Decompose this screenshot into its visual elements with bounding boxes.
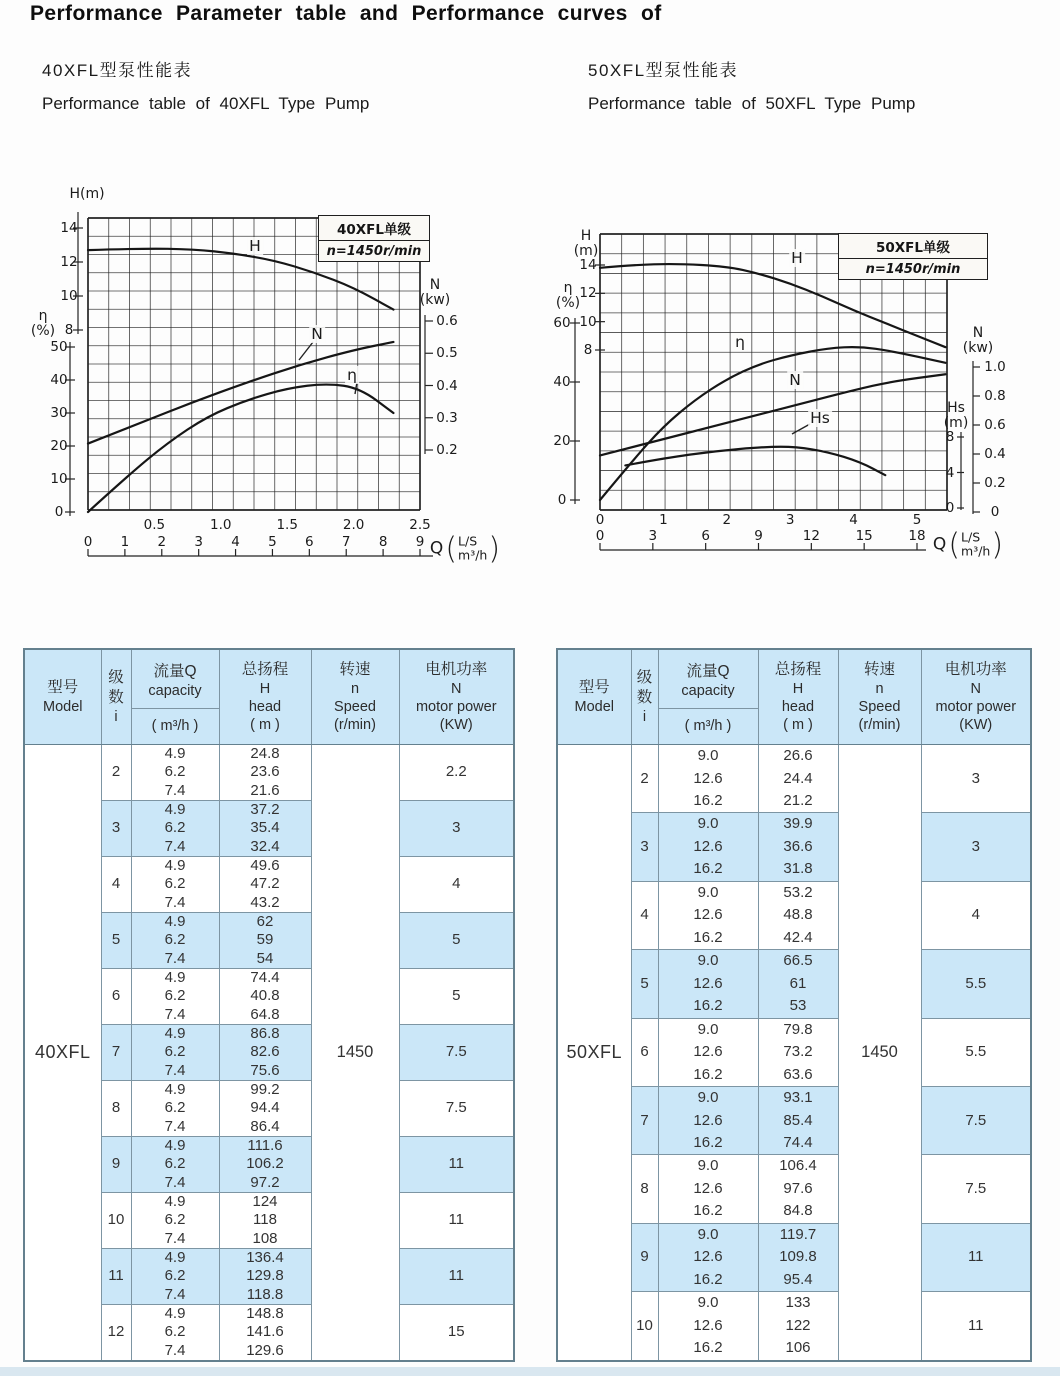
motor-power-cell: 3 — [921, 813, 1031, 881]
motor-power-cell: 11 — [399, 1248, 514, 1304]
x-ls-tick-label: 4 — [849, 512, 858, 528]
head-value-cell: 106.4 — [758, 1155, 838, 1178]
stage-count-cell: 9 — [631, 1223, 658, 1291]
head-value-cell: 31.8 — [758, 858, 838, 881]
motor-power-cell: 4 — [921, 881, 1031, 949]
stage-count-cell: 5 — [101, 912, 131, 968]
capacity-value-cell: 16.2 — [658, 927, 758, 950]
stage-count-cell: 3 — [101, 800, 131, 856]
x-m3h-tick-label: 9 — [754, 528, 763, 544]
x-ls-tick-label: 2 — [722, 512, 732, 528]
head-value-cell: 84.8 — [758, 1200, 838, 1223]
capacity-value-cell: 7.4 — [131, 1118, 219, 1137]
x-ls-tick-label: 2.0 — [342, 517, 365, 533]
capacity-value-cell: 9.0 — [658, 881, 758, 904]
capacity-value-cell: 6.2 — [131, 1267, 219, 1285]
head-value-cell: 93.1 — [758, 1086, 838, 1109]
head-value-cell: 23.6 — [219, 763, 311, 781]
head-value-cell: 53 — [758, 995, 838, 1018]
capacity-value-cell: 4.9 — [131, 968, 219, 987]
header-head: 总扬程 H head ( m ) — [219, 649, 311, 745]
capacity-value-cell: 4.9 — [131, 1304, 219, 1323]
x-ls-tick-label: 0 — [595, 512, 605, 528]
capacity-value-cell: 9.0 — [658, 1155, 758, 1178]
motor-power-cell: 11 — [399, 1136, 514, 1192]
head-value-cell: 86.8 — [219, 1024, 311, 1043]
stage-count-cell: 10 — [631, 1292, 658, 1361]
x-m3h-tick-label: 1 — [120, 534, 130, 550]
x-ls-tick-label: 1 — [659, 512, 668, 528]
capacity-value-cell: 6.2 — [131, 1043, 219, 1061]
capacity-value-cell: 6.2 — [131, 819, 219, 837]
motor-power-cell: 7.5 — [399, 1024, 514, 1080]
header-speed: 转速 n Speed (r/min) — [311, 649, 399, 745]
H-axis-tick-label: 12 — [60, 254, 78, 270]
header-power: 电机功率 N motor power (KW) — [399, 649, 514, 745]
motor-power-cell: 11 — [921, 1223, 1031, 1291]
capacity-value-cell: 4.9 — [131, 1080, 219, 1099]
series-label-H: H — [791, 249, 803, 267]
x-m3h-tick-label: 6 — [701, 528, 710, 544]
header-stage: 级 数 i — [631, 649, 658, 745]
Hs-axis-tick-label: 4 — [945, 464, 955, 481]
performance-table-40xfl — [23, 648, 515, 1362]
x-ls-tick-label: 0.5 — [143, 517, 166, 533]
head-value-cell: 59 — [219, 931, 311, 949]
head-value-cell: 111.6 — [219, 1136, 311, 1155]
capacity-value-cell: 4.9 — [131, 800, 219, 819]
x-m3h-tick-label: 12 — [802, 528, 820, 544]
x-m3h-tick-label: 15 — [855, 528, 873, 544]
head-value-cell: 36.6 — [758, 836, 838, 858]
motor-power-cell: 3 — [921, 745, 1031, 813]
header-model: 型号 Model — [24, 649, 101, 745]
N-axis-title: (kw) — [419, 292, 451, 308]
chart-speed-label: n=1450r/min — [326, 244, 422, 259]
head-value-cell: 62 — [219, 912, 311, 931]
head-value-cell: 39.9 — [758, 813, 838, 836]
capacity-value-cell: 12.6 — [658, 1178, 758, 1200]
capacity-value-cell: 16.2 — [658, 1269, 758, 1292]
capacity-value-cell: 9.0 — [658, 1018, 758, 1041]
header-capacity: 流量Q capacity ( m³/h ) — [658, 649, 758, 745]
N-axis-tick-label: 0.4 — [436, 377, 458, 394]
motor-power-cell: 5 — [399, 912, 514, 968]
head-value-cell: 124 — [219, 1192, 311, 1211]
x-ls-tick-label: 3 — [785, 512, 795, 528]
N-axis-tick-label: 0.2 — [436, 442, 458, 458]
motor-power-cell: 4 — [399, 856, 514, 912]
capacity-value-cell: 6.2 — [131, 1099, 219, 1117]
eta-axis-tick-label: 10 — [50, 471, 68, 487]
capacity-value-cell: 4.9 — [131, 856, 219, 875]
head-value-cell: 63.6 — [758, 1063, 838, 1086]
x-axis-q-label: Q ( L/S m³/h ) — [429, 531, 501, 567]
capacity-value-cell: 7.4 — [131, 782, 219, 801]
H-axis-title: (m) — [573, 243, 599, 259]
H-axis-tick-label: 8 — [64, 322, 74, 338]
x-m3h-tick-label: 8 — [378, 534, 388, 550]
head-value-cell: 37.2 — [219, 800, 311, 819]
section-title-40xfl — [42, 56, 369, 114]
stage-count-cell: 7 — [631, 1086, 658, 1154]
x-ls-tick-label: 2.5 — [409, 517, 431, 533]
capacity-value-cell: 12.6 — [658, 768, 758, 790]
head-value-cell: 122 — [758, 1315, 838, 1337]
capacity-value-cell: 7.4 — [131, 1342, 219, 1362]
capacity-value-cell: 7.4 — [131, 950, 219, 969]
head-value-cell: 21.6 — [219, 782, 311, 801]
head-value-cell: 94.4 — [219, 1099, 311, 1117]
head-value-cell: 99.2 — [219, 1080, 311, 1099]
eta-axis-tick-label: 20 — [553, 433, 571, 449]
head-value-cell: 61 — [758, 973, 838, 995]
x-m3h-tick-label: 3 — [194, 534, 203, 550]
motor-power-cell: 5.5 — [921, 950, 1031, 1018]
head-value-cell: 133 — [758, 1292, 838, 1315]
capacity-value-cell: 16.2 — [658, 790, 758, 813]
x-m3h-tick-label: 9 — [415, 534, 425, 550]
series-eta — [88, 385, 393, 512]
table-row — [557, 745, 1031, 768]
x-m3h-tick-label: 0 — [83, 534, 93, 550]
eta-axis-tick-label: 20 — [50, 438, 68, 454]
capacity-value-cell: 9.0 — [658, 950, 758, 973]
capacity-value-cell: 12.6 — [658, 1246, 758, 1268]
capacity-value-cell: 6.2 — [131, 875, 219, 893]
motor-power-cell: 11 — [921, 1292, 1031, 1361]
head-value-cell: 118 — [219, 1211, 311, 1229]
eta-axis-tick-label: 0 — [557, 492, 567, 508]
capacity-value-cell: 4.9 — [131, 745, 219, 764]
motor-power-cell: 7.5 — [921, 1155, 1031, 1223]
motor-power-cell: 5 — [399, 968, 514, 1024]
stage-count-cell: 10 — [101, 1192, 131, 1248]
series-N — [88, 342, 393, 444]
eta-axis-tick-label: 60 — [553, 315, 571, 331]
motor-power-cell: 11 — [399, 1192, 514, 1248]
head-value-cell: 129.6 — [219, 1342, 311, 1362]
capacity-value-cell: 16.2 — [658, 1063, 758, 1086]
head-value-cell: 129.8 — [219, 1267, 311, 1285]
x-m3h-tick-label: 6 — [305, 534, 314, 550]
capacity-value-cell: 9.0 — [658, 745, 758, 768]
head-value-cell: 97.2 — [219, 1174, 311, 1193]
stage-count-cell: 5 — [631, 950, 658, 1018]
capacity-value-cell: 9.0 — [658, 813, 758, 836]
motor-power-cell: 7.5 — [399, 1080, 514, 1136]
x-axis-q-label: Q ( L/S m³/h ) — [932, 527, 1004, 563]
model-cell: 50XFL — [557, 745, 631, 1362]
capacity-value-cell: 12.6 — [658, 904, 758, 926]
head-value-cell: 75.6 — [219, 1062, 311, 1081]
head-value-cell: 66.5 — [758, 950, 838, 973]
speed-value-cell: 1450 — [838, 745, 921, 1362]
stage-count-cell: 11 — [101, 1248, 131, 1304]
section-title-en: Performance table of 40XFL Type Pump — [42, 94, 370, 113]
head-value-cell: 24.8 — [219, 745, 311, 764]
N-axis-tick-label: 0.4 — [984, 446, 1006, 462]
capacity-value-cell: 12.6 — [658, 1315, 758, 1337]
capacity-value-cell: 6.2 — [131, 987, 219, 1005]
chart-speed-label: n=1450r/min — [865, 262, 961, 277]
chart-annotation-box — [318, 215, 430, 262]
Hs-axis-title: (m) — [943, 415, 969, 431]
head-value-cell: 43.2 — [219, 894, 311, 913]
N-axis-tick-label: 0.3 — [436, 409, 458, 426]
table-header-row — [24, 649, 514, 745]
x-m3h-tick-label: 18 — [908, 528, 926, 544]
head-value-cell: 40.8 — [219, 987, 311, 1005]
x-ls-tick-label: 1.5 — [276, 517, 298, 533]
head-value-cell: 148.8 — [219, 1304, 311, 1323]
head-value-cell: 47.2 — [219, 875, 311, 893]
series-label-N: N — [789, 371, 801, 389]
head-value-cell: 108 — [219, 1230, 311, 1249]
head-value-cell: 24.4 — [758, 768, 838, 790]
chart-40xfl — [25, 182, 535, 602]
head-value-cell: 118.8 — [219, 1286, 311, 1305]
head-value-cell: 95.4 — [758, 1269, 838, 1292]
N-axis-tick-label: 0.6 — [984, 417, 1006, 433]
eta-axis-title: (%) — [555, 295, 581, 311]
capacity-value-cell: 7.4 — [131, 838, 219, 857]
Hs-axis-tick-label: 0 — [945, 500, 955, 516]
head-value-cell: 74.4 — [758, 1132, 838, 1155]
x-ls-tick-label: 5 — [912, 512, 922, 528]
section-title-en: Performance table of 50XFL Type Pump — [588, 94, 916, 113]
eta-axis-tick-label: 50 — [50, 339, 68, 355]
capacity-value-cell: 16.2 — [658, 858, 758, 881]
head-value-cell: 109.8 — [758, 1246, 838, 1268]
series-label-eta: η — [347, 366, 357, 384]
N-axis-title: N — [972, 325, 984, 341]
capacity-value-cell: 6.2 — [131, 1323, 219, 1341]
motor-power-cell: 7.5 — [921, 1086, 1031, 1154]
capacity-value-cell: 9.0 — [658, 1223, 758, 1246]
capacity-value-cell: 4.9 — [131, 1192, 219, 1211]
header-capacity: 流量Q capacity ( m³/h ) — [131, 649, 219, 745]
head-value-cell: 97.6 — [758, 1178, 838, 1200]
N-axis-tick-label: 0.2 — [984, 475, 1006, 491]
header-stage: 级 数 i — [101, 649, 131, 745]
head-value-cell: 53.2 — [758, 881, 838, 904]
stage-count-cell: 9 — [101, 1136, 131, 1192]
header-head: 总扬程 H head ( m ) — [758, 649, 838, 745]
H-axis-title: H — [580, 228, 592, 244]
series-eta — [600, 347, 946, 500]
stage-count-cell: 2 — [101, 745, 131, 801]
N-axis-title: (kw) — [962, 340, 994, 356]
N-axis-tick-label: 1.0 — [984, 359, 1006, 375]
section-title-cn: 40XFL型泵性能表 — [42, 61, 193, 80]
head-value-cell: 141.6 — [219, 1323, 311, 1341]
head-value-cell: 119.7 — [758, 1223, 838, 1246]
Hs-axis-tick-label: 8 — [945, 429, 955, 445]
head-value-cell: 26.6 — [758, 745, 838, 768]
chart-50xfl — [548, 198, 1060, 600]
H-axis-tick-label: 8 — [583, 342, 593, 358]
capacity-value-cell: 4.9 — [131, 1024, 219, 1043]
series-N — [600, 374, 946, 455]
section-title-cn: 50XFL型泵性能表 — [588, 61, 739, 80]
head-value-cell: 48.8 — [758, 904, 838, 926]
head-value-cell: 73.2 — [758, 1041, 838, 1063]
x-ls-tick-label: 1.0 — [210, 517, 232, 533]
page-title: Performance Parameter table and Performance curves of — [30, 2, 662, 25]
capacity-value-cell: 16.2 — [658, 1200, 758, 1223]
Hs-axis-title: Hs — [947, 400, 965, 416]
H-axis-tick-label: 12 — [579, 285, 597, 302]
N-axis-tick-label: 0.5 — [436, 345, 458, 362]
stage-count-cell: 4 — [631, 881, 658, 949]
capacity-value-cell: 16.2 — [658, 995, 758, 1018]
eta-axis-title: η — [563, 280, 573, 296]
series-label-H: H — [249, 237, 261, 255]
header-power: 电机功率 N motor power (KW) — [921, 649, 1031, 745]
model-cell: 40XFL — [24, 745, 101, 1362]
capacity-value-cell: 6.2 — [131, 763, 219, 781]
page-bottom-strip — [0, 1367, 1060, 1376]
head-value-cell: 136.4 — [219, 1248, 311, 1267]
N-axis-tick-label: 0.6 — [436, 313, 458, 329]
capacity-value-cell: 12.6 — [658, 1041, 758, 1063]
capacity-value-cell: 16.2 — [658, 1337, 758, 1361]
stage-count-cell: 4 — [101, 856, 131, 912]
capacity-value-cell: 4.9 — [131, 1136, 219, 1155]
stage-count-cell: 7 — [101, 1024, 131, 1080]
stage-count-cell: 12 — [101, 1304, 131, 1361]
table-header-row — [557, 649, 1031, 745]
eta-axis-title: η — [38, 308, 48, 324]
capacity-value-cell: 7.4 — [131, 894, 219, 913]
x-m3h-tick-label: 7 — [341, 534, 351, 550]
eta-axis-tick-label: 40 — [553, 374, 571, 390]
chart-annotation-box — [838, 233, 988, 280]
head-value-cell: 82.6 — [219, 1043, 311, 1061]
stage-count-cell: 8 — [101, 1080, 131, 1136]
series-label-Hs: Hs — [810, 409, 830, 427]
capacity-value-cell: 9.0 — [658, 1086, 758, 1109]
N-axis-tick-label: 0 — [990, 504, 1000, 520]
stage-count-cell: 2 — [631, 745, 658, 813]
capacity-value-cell: 12.6 — [658, 973, 758, 995]
capacity-value-cell: 12.6 — [658, 836, 758, 858]
motor-power-cell: 15 — [399, 1304, 514, 1361]
head-value-cell: 32.4 — [219, 838, 311, 857]
motor-power-cell: 5.5 — [921, 1018, 1031, 1086]
capacity-value-cell: 6.2 — [131, 1155, 219, 1173]
head-value-cell: 54 — [219, 950, 311, 969]
head-value-cell: 49.6 — [219, 856, 311, 875]
chart-model-label: 40XFL单级 — [319, 216, 429, 241]
capacity-value-cell: 4.9 — [131, 1248, 219, 1267]
header-model: 型号 Model — [557, 649, 631, 745]
speed-value-cell: 1450 — [311, 745, 399, 1362]
H-axis-title: H(m) — [69, 186, 105, 202]
head-value-cell: 21.2 — [758, 790, 838, 813]
x-m3h-tick-label: 3 — [648, 528, 658, 544]
head-value-cell: 106.2 — [219, 1155, 311, 1173]
eta-axis-title: (%) — [30, 323, 56, 339]
capacity-value-cell: 6.2 — [131, 931, 219, 949]
H-axis-tick-label: 14 — [60, 220, 78, 236]
N-axis-tick-label: 0.8 — [984, 388, 1006, 404]
capacity-value-cell: 4.9 — [131, 912, 219, 931]
eta-axis-tick-label: 40 — [50, 372, 68, 388]
capacity-value-cell: 9.0 — [658, 1292, 758, 1315]
x-m3h-tick-label: 0 — [595, 528, 605, 544]
N-axis-title: N — [429, 277, 441, 293]
x-m3h-tick-label: 2 — [157, 534, 167, 550]
H-axis-tick-label: 10 — [579, 313, 597, 330]
stage-count-cell: 3 — [631, 813, 658, 881]
capacity-value-cell: 7.4 — [131, 1062, 219, 1081]
head-value-cell: 42.4 — [758, 927, 838, 950]
x-m3h-tick-label: 5 — [268, 534, 277, 550]
series-label-N: N — [311, 325, 323, 343]
motor-power-cell: 3 — [399, 800, 514, 856]
stage-count-cell: 6 — [631, 1018, 658, 1086]
section-title-50xfl — [588, 56, 915, 114]
x-m3h-tick-label: 4 — [231, 534, 240, 550]
head-value-cell: 106 — [758, 1337, 838, 1361]
stage-count-cell: 6 — [101, 968, 131, 1024]
eta-axis-tick-label: 0 — [54, 504, 64, 520]
eta-axis-tick-label: 30 — [50, 405, 68, 421]
head-value-cell: 86.4 — [219, 1118, 311, 1137]
header-speed: 转速 n Speed (r/min) — [838, 649, 921, 745]
motor-power-cell: 2.2 — [399, 745, 514, 801]
head-value-cell: 64.8 — [219, 1006, 311, 1025]
capacity-value-cell: 16.2 — [658, 1132, 758, 1155]
chart-model-label: 50XFL单级 — [839, 234, 987, 259]
head-value-cell: 35.4 — [219, 819, 311, 837]
head-value-cell: 85.4 — [758, 1109, 838, 1131]
capacity-value-cell: 7.4 — [131, 1286, 219, 1305]
H-axis-tick-label: 14 — [579, 257, 597, 273]
head-value-cell: 74.4 — [219, 968, 311, 987]
capacity-value-cell: 7.4 — [131, 1230, 219, 1249]
H-axis-tick-label: 10 — [60, 288, 78, 304]
series-label-eta: η — [735, 333, 745, 351]
performance-table-50xfl — [556, 648, 1032, 1362]
table-row — [24, 745, 514, 764]
capacity-value-cell: 7.4 — [131, 1174, 219, 1193]
head-value-cell: 79.8 — [758, 1018, 838, 1041]
capacity-value-cell: 12.6 — [658, 1109, 758, 1131]
capacity-value-cell: 7.4 — [131, 1006, 219, 1025]
capacity-value-cell: 6.2 — [131, 1211, 219, 1229]
stage-count-cell: 8 — [631, 1155, 658, 1223]
